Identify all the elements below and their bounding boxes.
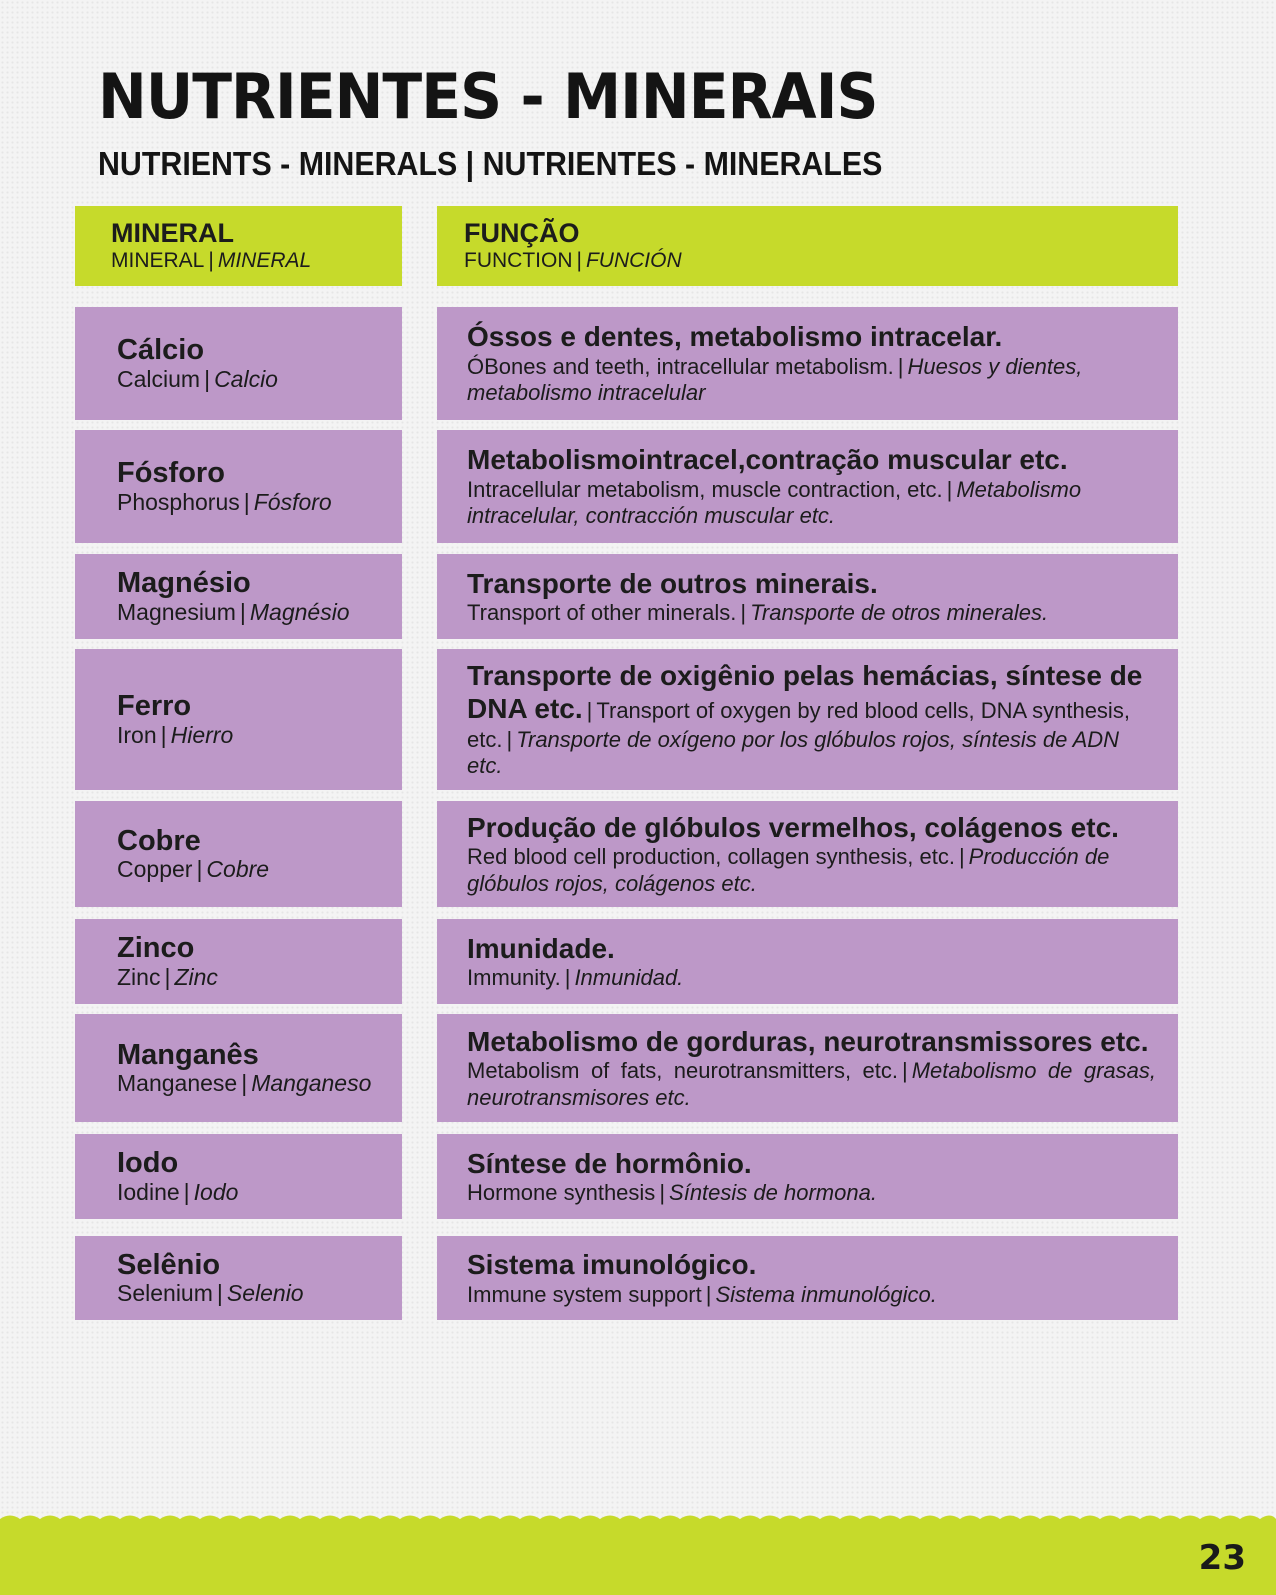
function-title: Óssos e dentes, metabolismo intracelar. bbox=[467, 321, 1003, 353]
mineral-name-es: Hierro bbox=[170, 721, 234, 748]
mineral-translations bbox=[117, 1179, 402, 1205]
mineral-translations bbox=[117, 599, 402, 625]
separator: | bbox=[204, 365, 211, 392]
function-en: Immune system support bbox=[467, 1281, 702, 1307]
mineral-translations bbox=[117, 1070, 402, 1096]
mineral-cell-calcio bbox=[75, 307, 402, 420]
mineral-cell-selenio bbox=[75, 1236, 402, 1320]
footer-wave-band bbox=[0, 1508, 1276, 1595]
mineral-name: Ferro bbox=[117, 690, 192, 723]
mineral-name: Zinco bbox=[117, 932, 195, 965]
separator: | bbox=[164, 963, 171, 990]
header-mineral-translations bbox=[111, 248, 402, 273]
function-cell-cobre bbox=[437, 801, 1178, 907]
function-en: Intracellular metabolism, muscle contraction, etc. bbox=[467, 476, 943, 502]
mineral-name-en: Magnesium bbox=[117, 598, 236, 625]
function-en: ÓBones and teeth, intracellular metabolism. bbox=[467, 353, 894, 379]
function-title: Sistema imunológico. bbox=[467, 1249, 757, 1280]
mineral-name-es: Calcio bbox=[214, 365, 278, 392]
function-translations bbox=[467, 1058, 1156, 1111]
function-cell-manganes bbox=[437, 1014, 1178, 1122]
function-translations bbox=[467, 477, 1156, 530]
function-es: Transporte de otros minerales. bbox=[750, 600, 1049, 626]
separator: | bbox=[897, 353, 904, 379]
mineral-name-es: Cobre bbox=[206, 856, 270, 882]
header-function-es: FUNCIÓN bbox=[585, 248, 682, 272]
function-es: Sistema inmunológico. bbox=[715, 1281, 937, 1307]
function-es: Transporte de oxígeno por los glóbulos rojos, síntesis de ADN etc. bbox=[467, 726, 1120, 779]
separator: | bbox=[196, 856, 203, 882]
mineral-name-es: Fósforo bbox=[253, 488, 332, 515]
function-cell-selenio bbox=[437, 1236, 1178, 1320]
separator: | bbox=[208, 248, 214, 272]
function-es: Metabolismo de grasas, neurotransmisores etc. bbox=[467, 1058, 1156, 1110]
separator: | bbox=[958, 844, 965, 870]
function-en: Transport of oxygen by red blood cells, DNA synthesis, etc. bbox=[467, 698, 1130, 752]
function-translations bbox=[467, 844, 1156, 897]
mineral-translations bbox=[117, 856, 402, 882]
function-cell-calcio bbox=[437, 307, 1178, 420]
function-es: Síntesis de hormona. bbox=[669, 1180, 877, 1206]
separator: | bbox=[705, 1281, 712, 1307]
mineral-translations bbox=[117, 722, 402, 748]
function-en: Immunity. bbox=[467, 965, 561, 991]
mineral-name-en: Iron bbox=[117, 721, 157, 748]
mineral-name-es: Manganeso bbox=[251, 1070, 372, 1096]
mineral-name-en: Manganese bbox=[117, 1070, 238, 1096]
function-title-continued: DNA etc. bbox=[467, 693, 583, 725]
function-translations bbox=[467, 1180, 1156, 1206]
separator: | bbox=[564, 965, 571, 991]
separator: | bbox=[241, 1070, 248, 1096]
mineral-name: Iodo bbox=[117, 1147, 179, 1180]
mineral-cell-zinco bbox=[75, 919, 402, 1004]
separator: | bbox=[239, 598, 246, 625]
mineral-translations bbox=[117, 1280, 402, 1306]
mineral-cell-magnesio bbox=[75, 554, 402, 639]
function-cell-zinco bbox=[437, 919, 1178, 1004]
separator: | bbox=[659, 1180, 666, 1206]
separator: | bbox=[946, 476, 953, 502]
separator: | bbox=[216, 1280, 223, 1306]
function-en: Transport of other minerals. bbox=[467, 600, 737, 626]
function-en: Metabolism of fats, neurotransmitters, etc. bbox=[467, 1058, 899, 1084]
separator: | bbox=[740, 600, 747, 626]
mineral-translations bbox=[117, 489, 402, 515]
header-mineral-en: MINERAL bbox=[111, 248, 205, 272]
separator: | bbox=[183, 1178, 190, 1205]
mineral-name-es: Iodo bbox=[193, 1178, 239, 1205]
mineral-cell-iodo bbox=[75, 1134, 402, 1219]
page-subtitle: NUTRIENTS - MINERALS | NUTRIENTES - MINERALES bbox=[98, 145, 883, 182]
mineral-name-en: Calcium bbox=[117, 365, 201, 392]
mineral-cell-fosforo bbox=[75, 430, 402, 543]
function-cell-fosforo bbox=[437, 430, 1178, 543]
header-function-translations bbox=[464, 248, 1178, 273]
page-number: 23 bbox=[1198, 1538, 1246, 1578]
function-cell-ferro bbox=[437, 649, 1178, 790]
mineral-name-es: Selenio bbox=[226, 1280, 304, 1306]
function-translations bbox=[467, 354, 1156, 407]
mineral-cell-manganes bbox=[75, 1014, 402, 1122]
function-title: Transporte de oxigênio pelas hemácias, síntese de bbox=[467, 659, 1143, 691]
separator: | bbox=[243, 488, 250, 515]
function-translations bbox=[467, 600, 1156, 626]
mineral-name: Fósforo bbox=[117, 457, 225, 490]
function-es: Inmunidad. bbox=[574, 965, 684, 991]
function-title: Transporte de outros minerais. bbox=[467, 567, 878, 599]
mineral-name-en: Zinc bbox=[117, 963, 161, 990]
mineral-name-en: Iodine bbox=[117, 1178, 180, 1205]
function-title: Metabolismointracel,contração muscular etc. bbox=[467, 444, 1068, 476]
function-translations bbox=[467, 692, 1156, 780]
mineral-name-es: Zinc bbox=[174, 963, 218, 990]
header-function bbox=[437, 206, 1178, 286]
function-es: Producción de glóbulos rojos, colágenos etc. bbox=[467, 844, 1110, 896]
header-function-title: FUNÇÃO bbox=[464, 218, 580, 249]
function-cell-magnesio bbox=[437, 554, 1178, 639]
mineral-name-en: Selenium bbox=[117, 1280, 213, 1306]
function-es: Huesos y dientes, metabolismo intracelular bbox=[467, 353, 1083, 406]
function-translations bbox=[467, 1282, 1156, 1308]
mineral-name: Selênio bbox=[117, 1248, 221, 1281]
header-mineral bbox=[75, 206, 402, 286]
mineral-name-en: Phosphorus bbox=[117, 488, 240, 515]
footer-wave-shape bbox=[0, 1516, 1276, 1595]
function-es: Metabolismo intracelular, contracción muscular etc. bbox=[467, 476, 1082, 529]
function-en: Hormone synthesis bbox=[467, 1180, 656, 1206]
separator: | bbox=[160, 721, 167, 748]
mineral-cell-ferro bbox=[75, 649, 402, 790]
mineral-cell-cobre bbox=[75, 801, 402, 907]
mineral-translations bbox=[117, 366, 402, 392]
mineral-name-es: Magnésio bbox=[249, 598, 350, 625]
page-title: NUTRIENTES - MINERAIS bbox=[98, 60, 878, 133]
separator: | bbox=[576, 248, 582, 272]
header-mineral-es: MINERAL bbox=[217, 248, 312, 272]
mineral-name: Cobre bbox=[117, 824, 201, 857]
function-en: Red blood cell production, collagen synthesis, etc. bbox=[467, 844, 955, 870]
function-cell-iodo bbox=[437, 1134, 1178, 1219]
header-function-en: FUNCTION bbox=[464, 248, 573, 272]
header-mineral-title: MINERAL bbox=[111, 218, 234, 249]
function-title: Metabolismo de gorduras, neurotransmissores etc. bbox=[467, 1025, 1149, 1057]
function-title: Imunidade. bbox=[467, 932, 615, 964]
separator: | bbox=[902, 1058, 908, 1084]
mineral-name: Manganês bbox=[117, 1038, 259, 1071]
separator: | bbox=[586, 698, 593, 724]
mineral-name: Magnésio bbox=[117, 567, 251, 600]
mineral-name-en: Copper bbox=[117, 856, 193, 882]
function-title: Síntese de hormônio. bbox=[467, 1147, 752, 1179]
mineral-name: Cálcio bbox=[117, 334, 205, 367]
mineral-translations bbox=[117, 964, 402, 990]
function-translations bbox=[467, 965, 1156, 991]
separator: | bbox=[506, 726, 513, 752]
function-title: Produção de glóbulos vermelhos, colágenos etc. bbox=[467, 811, 1119, 843]
